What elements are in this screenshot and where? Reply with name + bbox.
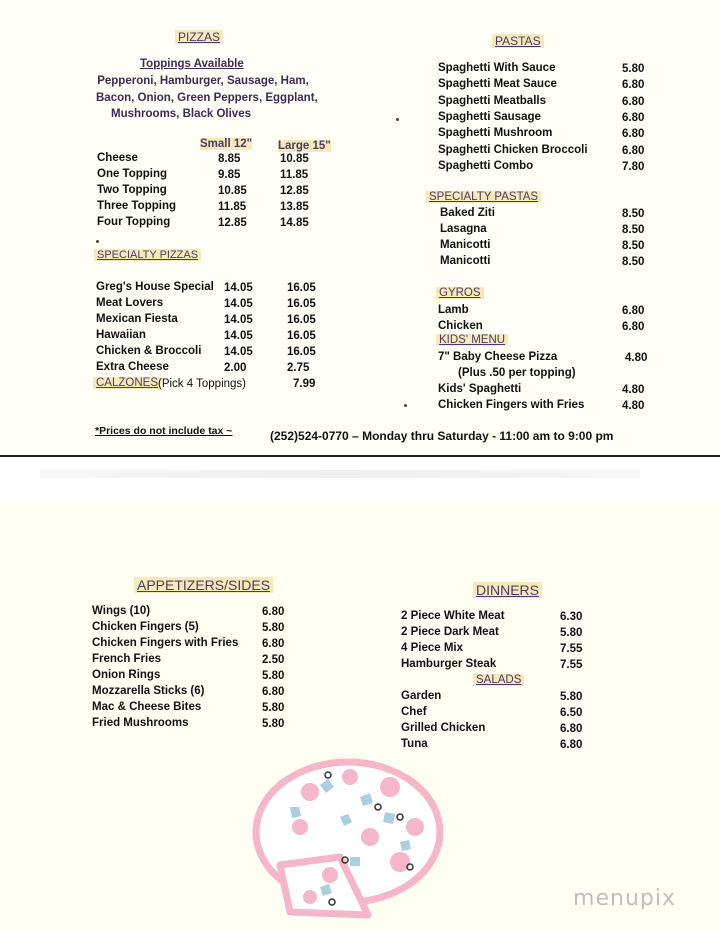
salad-row-price: 6.80 — [560, 723, 583, 735]
appetizer-row-name: Chicken Fingers (5) — [92, 621, 199, 633]
specialty-pizza-row-name: Hawaiian — [96, 329, 146, 341]
salad-row-price: 6.80 — [560, 739, 583, 751]
pizza-row-price-small: 12.85 — [218, 217, 247, 229]
salad-row-name: Tuna — [401, 738, 428, 750]
gyros-row-name: Lamb — [438, 304, 469, 316]
pizza-row-price-small: 8.85 — [218, 153, 241, 165]
dinner-row-name: Hamburger Steak — [401, 658, 497, 670]
gyros-row-price: 6.80 — [622, 305, 645, 317]
appetizer-row-price: 5.80 — [262, 702, 285, 714]
specialty-pasta-row-name: Manicotti — [440, 255, 491, 267]
dinner-row-price: 5.80 — [560, 627, 583, 639]
appetizer-row-name: Chicken Fingers with Fries — [92, 637, 239, 649]
pizza-row-price-large: 13.85 — [280, 201, 309, 213]
dinner-row-price: 6.30 — [560, 611, 583, 623]
appetizer-row-price: 6.80 — [262, 686, 285, 698]
menupix-watermark: menupix — [573, 886, 676, 911]
kids-menu-row-name: Kids' Spaghetti — [438, 383, 522, 395]
calzones-note: (Pick 4 Toppings) — [158, 378, 246, 390]
appetizer-row-price: 5.80 — [262, 622, 285, 634]
specialty-pasta-row-price: 8.50 — [622, 208, 645, 220]
pizza-illustration-icon — [250, 757, 450, 927]
specialty-pasta-row-price: 8.50 — [622, 256, 645, 268]
pasta-row-price: 7.80 — [622, 160, 645, 173]
specialty-pizza-row-price-small: 14.05 — [224, 346, 253, 358]
specialty-pizza-row-price-large: 16.05 — [287, 298, 316, 310]
appetizer-row-name: French Fries — [92, 653, 162, 665]
salad-row-name: Garden — [401, 690, 442, 702]
pasta-row-price: 6.80 — [622, 128, 645, 141]
toppings-heading: Toppings Available — [140, 58, 244, 70]
specialty-pizza-row-price-large: 16.05 — [287, 314, 316, 326]
dinner-row-name: 4 Piece Mix — [401, 642, 464, 654]
pizza-row-name: Four Topping — [97, 216, 171, 228]
kids-menu-row-name: Chicken Fingers with Fries — [438, 399, 585, 411]
specialty-pasta-row-price: 8.50 — [622, 224, 645, 236]
scan-speck — [404, 404, 407, 407]
appetizer-row-name: Mac & Cheese Bites — [92, 701, 202, 713]
toppings-line-2: Bacon, Onion, Green Peppers, Eggplant, — [96, 92, 318, 104]
appetizer-row-name: Fried Mushrooms — [92, 717, 189, 729]
pasta-row-price: 6.80 — [622, 144, 645, 157]
appetizer-row-price: 2.50 — [262, 654, 285, 666]
specialty-pizza-row-price-large: 16.05 — [287, 330, 316, 342]
appetizer-row-name: Wings (10) — [92, 605, 151, 617]
specialty-pasta-row-name: Manicotti — [440, 239, 491, 251]
scan-smudge — [40, 470, 640, 478]
specialty-pizzas-heading: SPECIALTY PIZZAS — [94, 249, 201, 261]
kids-menu-heading: KIDS' MENU — [436, 334, 508, 346]
appetizer-row-price: 6.80 — [262, 638, 285, 650]
pizza-row-price-small: 10.85 — [218, 185, 247, 197]
calzones-heading: CALZONES — [93, 377, 161, 389]
pizza-row-name: One Topping — [97, 168, 168, 180]
specialty-pizza-row-name: Chicken & Broccoli — [96, 345, 202, 357]
dinner-row-name: 2 Piece White Meat — [401, 610, 505, 622]
appetizer-row-price: 6.80 — [262, 606, 285, 618]
pizza-row-name: Two Topping — [97, 184, 167, 196]
pasta-row-name: Spaghetti With Sauce — [438, 62, 556, 74]
specialty-pizza-row-price-small: 14.05 — [224, 298, 253, 310]
pizza-row-price-large: 12.85 — [280, 185, 309, 197]
pizza-row-price-small: 11.85 — [218, 201, 247, 213]
pizza-row-name: Three Topping — [97, 200, 177, 212]
pasta-row-name: Spaghetti Sausage — [438, 110, 541, 123]
pasta-row-name: Spaghetti Meat Sauce — [438, 78, 557, 91]
specialty-pizza-row-price-small: 14.05 — [224, 330, 253, 342]
col-large-15: Large 15" — [278, 140, 331, 152]
pasta-row-name: Spaghetti Combo — [438, 159, 534, 172]
dinners-heading: DINNERS — [473, 582, 542, 598]
specialty-pasta-row-name: Baked Ziti — [440, 207, 495, 219]
kids-menu-row-name: (Plus .50 per topping) — [458, 367, 576, 379]
dinner-row-price: 7.55 — [560, 643, 583, 655]
contact-hours: (252)524-0770 – Monday thru Saturday - 11:00 am to 9:00 pm — [270, 429, 614, 443]
page-divider — [0, 455, 720, 457]
specialty-pizza-row-price-small: 2.00 — [224, 362, 247, 374]
pizza-row-price-large: 10.85 — [280, 153, 309, 165]
toppings-line-1: Pepperoni, Hamburger, Sausage, Ham, — [97, 75, 309, 87]
pasta-row-price: 5.80 — [622, 63, 645, 75]
dinner-row-price: 7.55 — [560, 659, 583, 671]
calzones-price: 7.99 — [293, 378, 316, 390]
specialty-pastas-heading: SPECIALTY PASTAS — [426, 191, 541, 203]
appetizer-row-name: Onion Rings — [92, 669, 161, 681]
pasta-row-price: 6.80 — [622, 111, 645, 124]
salad-row-name: Grilled Chicken — [401, 722, 486, 734]
salad-row-name: Chef — [401, 706, 427, 718]
pasta-row-price: 6.80 — [622, 95, 645, 108]
specialty-pizza-row-price-small: 14.05 — [224, 282, 253, 294]
kids-menu-row-price: 4.80 — [622, 400, 645, 412]
tax-note: *Prices do not include tax ~ — [95, 425, 233, 437]
pasta-row-name: Spaghetti Meatballs — [438, 94, 546, 107]
salads-heading: SALADS — [473, 674, 524, 686]
appetizers-heading: APPETIZERS/SIDES — [134, 577, 273, 593]
dinner-row-name: 2 Piece Dark Meat — [401, 626, 499, 638]
kids-menu-row-price: 4.80 — [622, 384, 645, 396]
scan-speck — [96, 240, 99, 243]
pizza-row-name: Cheese — [97, 152, 138, 164]
specialty-pizza-row-name: Extra Cheese — [96, 361, 169, 373]
pasta-row-price: 6.80 — [622, 79, 645, 92]
pizzas-heading: PIZZAS — [175, 30, 223, 44]
salad-row-price: 5.80 — [560, 691, 583, 703]
specialty-pasta-row-price: 8.50 — [622, 240, 645, 252]
specialty-pasta-row-name: Lasagna — [440, 223, 487, 235]
pizza-row-price-small: 9.85 — [218, 169, 241, 181]
specialty-pizza-row-price-large: 2.75 — [287, 362, 310, 374]
kids-menu-row-name: 7" Baby Cheese Pizza — [438, 351, 558, 363]
pasta-row-name: Spaghetti Mushroom — [438, 127, 553, 140]
specialty-pizza-row-name: Mexican Fiesta — [96, 313, 178, 325]
toppings-line-3: Mushrooms, Black Olives — [111, 108, 251, 120]
pizza-row-price-large: 14.85 — [280, 217, 309, 229]
specialty-pizza-row-price-small: 14.05 — [224, 314, 253, 326]
col-small-12: Small 12" — [200, 138, 253, 150]
pastas-heading: PASTAS — [492, 34, 544, 48]
specialty-pizza-row-price-large: 16.05 — [287, 282, 316, 294]
pizza-row-price-large: 11.85 — [280, 169, 309, 181]
specialty-pizza-row-name: Greg's House Special — [96, 281, 214, 293]
appetizer-row-name: Mozzarella Sticks (6) — [92, 685, 205, 697]
pasta-row-name: Spaghetti Chicken Broccoli — [438, 143, 588, 156]
specialty-pizza-row-price-large: 16.05 — [287, 346, 316, 358]
gyros-row-name: Chicken — [438, 320, 483, 332]
kids-menu-row-price: 4.80 — [625, 352, 648, 364]
gyros-heading: GYROS — [436, 287, 484, 299]
salad-row-price: 6.50 — [560, 707, 583, 719]
gyros-row-price: 6.80 — [622, 321, 645, 333]
scan-speck — [396, 118, 399, 121]
specialty-pizza-row-name: Meat Lovers — [96, 297, 164, 309]
appetizer-row-price: 5.80 — [262, 718, 285, 730]
appetizer-row-price: 5.80 — [262, 670, 285, 682]
